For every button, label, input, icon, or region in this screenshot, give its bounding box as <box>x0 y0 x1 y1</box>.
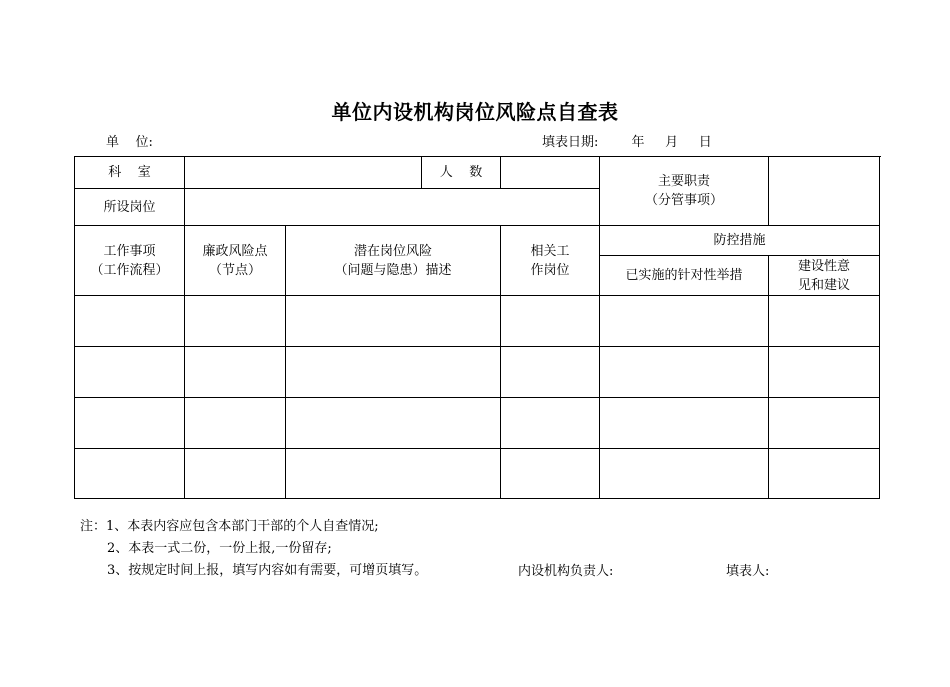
header-potential-risk-line2: （问题与隐患）描述 <box>334 262 452 278</box>
header-control-measures-label: 防控措施 <box>713 233 766 248</box>
duty-label-line1: 主要职责 <box>658 174 711 189</box>
blank-cell[interactable] <box>75 296 185 347</box>
filler-signature-label: 填表人: <box>726 564 770 579</box>
blank-cell[interactable] <box>286 449 501 499</box>
dept-label: 科 室 <box>108 165 151 180</box>
table-row <box>75 398 880 449</box>
header-related-post-line2: 作岗位 <box>530 262 570 278</box>
header-related-post-line1: 相关工 <box>530 243 570 259</box>
note-line-1: 注：1、本表内容应包含本部门干部的个人自查情况; <box>80 519 379 534</box>
dept-value-cell[interactable] <box>185 157 422 189</box>
header-risk-point <box>185 226 286 296</box>
dept-label-cell <box>75 157 185 189</box>
blank-cell[interactable] <box>501 449 600 499</box>
headcount-label: 人 数 <box>439 165 483 180</box>
duty-label-line2: （分管事项） <box>645 193 724 208</box>
notes <box>80 516 427 582</box>
blank-cell[interactable] <box>501 347 600 398</box>
header-suggestions-line2: 见和建议 <box>798 277 851 293</box>
blank-cell[interactable] <box>75 449 185 499</box>
blank-cell[interactable] <box>501 296 600 347</box>
post-value-cell[interactable] <box>185 189 600 226</box>
note-line-3: 3、按规定时间上报，填写内容如有需要，可增页填写。 <box>107 563 428 578</box>
header-potential-risk-line1: 潜在岗位风险 <box>354 243 433 259</box>
blank-cell[interactable] <box>769 398 880 449</box>
blank-cell[interactable] <box>185 398 286 449</box>
blank-cell[interactable] <box>286 398 501 449</box>
header-risk-point-line2: （节点） <box>208 262 261 278</box>
headcount-value-cell[interactable] <box>501 157 600 189</box>
post-label-cell <box>75 189 185 226</box>
blank-cell[interactable] <box>286 347 501 398</box>
blank-cell[interactable] <box>185 347 286 398</box>
blank-cell[interactable] <box>600 347 769 398</box>
blank-cell[interactable] <box>769 449 880 499</box>
unit-label: 单 位: <box>106 135 153 150</box>
header-related-post <box>501 226 600 296</box>
header-control-measures <box>600 226 880 256</box>
blank-cell[interactable] <box>75 398 185 449</box>
header-work-item-line2: （工作流程） <box>90 262 169 278</box>
fill-date-label: 填表日期: 年 月 日 <box>542 135 712 150</box>
page-title: 单位内设机构岗位风险点自查表 <box>331 100 619 124</box>
blank-cell[interactable] <box>600 449 769 499</box>
table-row <box>75 296 880 347</box>
self-check-table <box>74 156 880 499</box>
blank-cell[interactable] <box>600 296 769 347</box>
headcount-label-cell <box>422 157 501 189</box>
blank-cell[interactable] <box>769 296 880 347</box>
post-label: 所设岗位 <box>103 199 156 215</box>
header-work-item-line1: 工作事项 <box>103 243 156 259</box>
duty-label-cell <box>600 157 769 226</box>
blank-cell[interactable] <box>286 296 501 347</box>
header-suggestions <box>769 256 880 296</box>
header-suggestions-line1: 建设性意 <box>798 258 851 274</box>
header-implemented-measures <box>600 256 769 296</box>
blank-cell[interactable] <box>769 347 880 398</box>
duty-value-cell[interactable] <box>769 157 880 226</box>
blank-cell[interactable] <box>600 398 769 449</box>
blank-cell[interactable] <box>185 296 286 347</box>
blank-cell[interactable] <box>501 398 600 449</box>
table-row <box>75 347 880 398</box>
dept-head-signature-label: 内设机构负责人: <box>518 564 614 579</box>
header-work-item <box>75 226 185 296</box>
header-risk-point-line1: 廉政风险点 <box>202 243 268 259</box>
blank-cell[interactable] <box>75 347 185 398</box>
header-potential-risk <box>286 226 501 296</box>
note-line-2: 2、本表一式二份，一份上报,一份留存; <box>107 541 332 556</box>
blank-cell[interactable] <box>185 449 286 499</box>
header-implemented-measures-label: 已实施的针对性举措 <box>625 268 743 283</box>
table-row <box>75 449 880 499</box>
